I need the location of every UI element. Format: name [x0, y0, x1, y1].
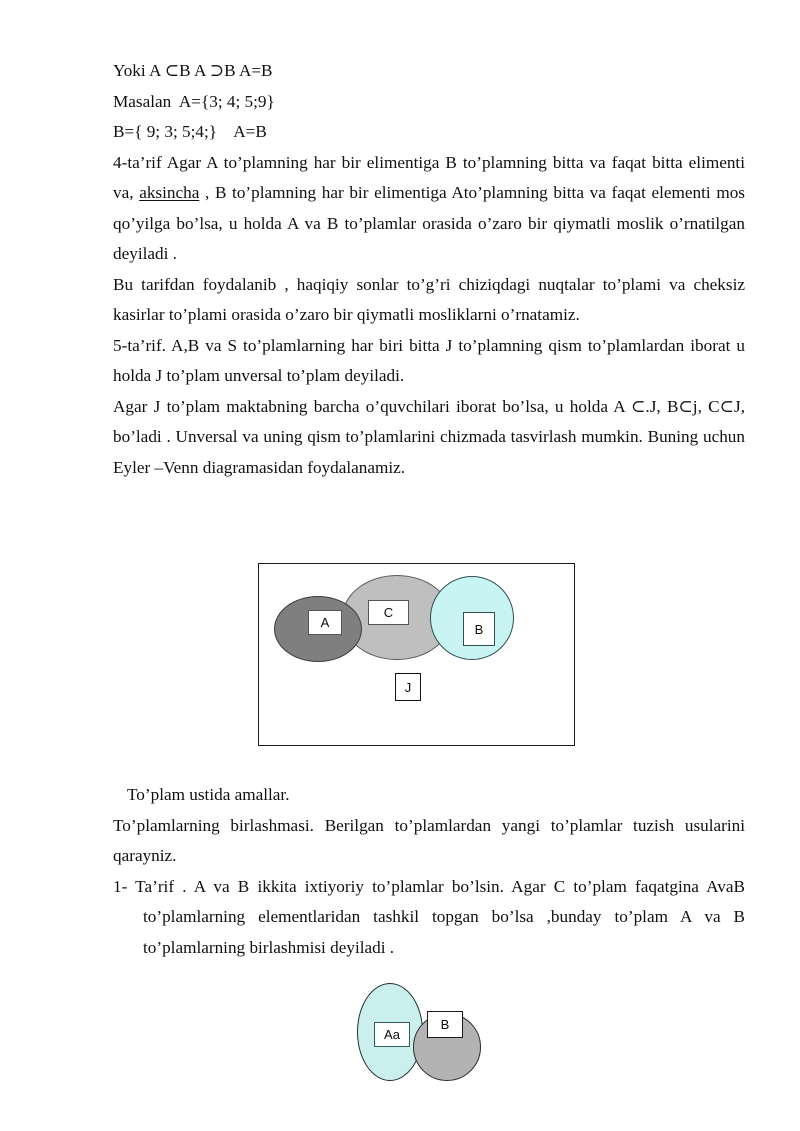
universal-set-j-label: J — [395, 673, 421, 701]
union-set-a-label: Aa — [374, 1022, 410, 1047]
text-line-masalan: Masalan A={3; 4; 5;9} — [113, 91, 275, 111]
text-line-b-set: B={ 9; 3; 5;4;} A=B — [113, 122, 267, 141]
paragraph-tarifdan: Bu tarifdan foydalanib , haqiqiy sonlar to’g’ri chiziqdagi nuqtalar to’plami va cheksiz kasirlar to’plami orasida o’zaro bir qiymatli mosliklarni o’rnatamiz. — [113, 274, 745, 324]
paragraph-agar-j: Agar J to’plam maktabning barcha o’quvchilari iborat bo’lsa, u holda A ⊂.J, B⊂j, C⊂J, bo’ladi . Unversal va uning qism to’plamlarini chizmada tasvirlash mumkin. Buning uchun Eyler –Venn diagramasidan foydalanamiz. — [113, 396, 745, 477]
document-body-lower — [113, 780, 745, 963]
paragraph-definition-5: 5-ta’rif. A,B va S to’plamlarning har biri bitta J to’plamning qism to’plamlardan iborat u holda J to’plam unversal to’plam deyiladi. — [113, 335, 745, 385]
document-body — [113, 56, 745, 483]
definition-4-emphasis: aksincha — [139, 183, 200, 202]
union-set-b-label: B — [427, 1011, 463, 1038]
figure-union-diagram — [355, 983, 483, 1085]
set-a-label: A — [308, 610, 342, 635]
figure-universal-set-diagram — [258, 563, 575, 746]
paragraph-union-intro: To’plamlarning birlashmasi. Berilgan to’plamlardan yangi to’plamlar tuzish usularini qarayniz. — [113, 815, 745, 865]
set-b-label: B — [463, 612, 495, 646]
paragraph-definition-4 — [113, 148, 745, 270]
definition-4-text-before: 4-ta’rif Agar A to’plamning har bir elimentiga B to’plamning bitta va faqat bitta elimenti va, — [113, 152, 745, 202]
definition-4-text-after: , B to’plamning har bir elimentiga Ato’plamning bitta va faqat elementi mos qo’yilga bo’lsa, u holda A va B to’plamlar orasida o’zaro bir qiymatli moslik o’rnatilgan deyiladi . — [113, 183, 745, 263]
paragraph-definition-1: 1- Ta’rif . A va B ikkita ixtiyoriy to’plamlar bo’lsin. Agar C to’plam faqatgina AvaB to’plamlarning elementlaridan tashkil topgan bo’lsa ,bunday to’plam A va B to’plamlarning birlashmisi deyiladi . — [113, 876, 745, 957]
heading-operations: To’plam ustida amallar. — [127, 785, 290, 804]
text-line-yoki: Yoki A ⊂B A ⊃B A=B — [113, 61, 273, 80]
set-c-label: C — [368, 600, 409, 625]
